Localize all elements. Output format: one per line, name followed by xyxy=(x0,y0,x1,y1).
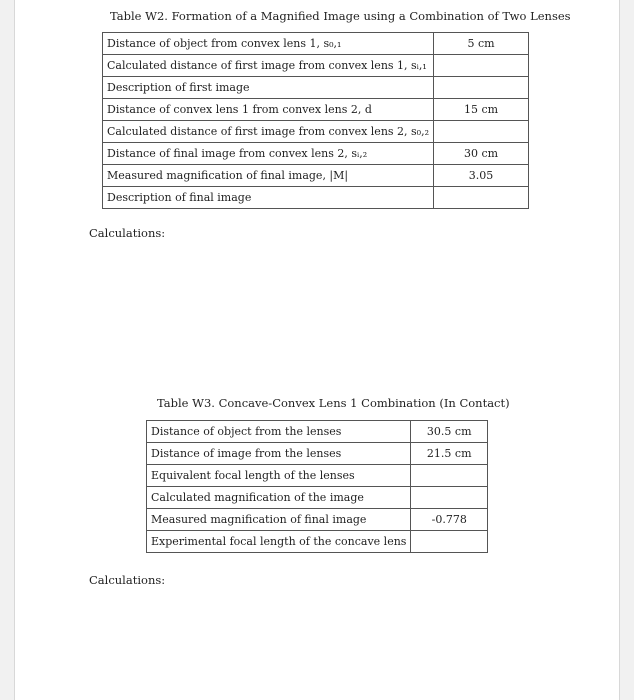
table-row xyxy=(103,33,529,55)
table-row xyxy=(103,55,529,77)
table-cell-value: -0.778 xyxy=(411,509,488,531)
table-row xyxy=(103,77,529,99)
table-cell-value xyxy=(434,55,529,77)
table-cell-value: 30.5 cm xyxy=(411,421,488,443)
table-w2-caption: Table W2. Formation of a Magnified Image using a Combination of Two Lenses xyxy=(110,9,571,23)
table-cell-label: Distance of convex lens 1 from convex lens 2, d xyxy=(103,99,434,121)
table-w3-caption: Table W3. Concave-Convex Lens 1 Combination (In Contact) xyxy=(157,396,510,410)
table-cell-value xyxy=(411,531,488,553)
table-cell-value: 21.5 cm xyxy=(411,443,488,465)
table-cell-value: 3.05 xyxy=(434,165,529,187)
table-cell-label: Distance of final image from convex lens 2, sᵢ,₂ xyxy=(103,143,434,165)
table-cell-label: Calculated distance of first image from convex lens 2, s₀,₂ xyxy=(103,121,434,143)
table-cell-label: Experimental focal length of the concave lens xyxy=(147,531,411,553)
table-row xyxy=(147,487,488,509)
table-row xyxy=(147,421,488,443)
table-cell-value: 5 cm xyxy=(434,33,529,55)
table-row xyxy=(103,121,529,143)
calculations-label: Calculations: xyxy=(89,573,166,587)
table-cell-value xyxy=(434,121,529,143)
table-row xyxy=(103,143,529,165)
table-w2 xyxy=(102,32,529,209)
table-row xyxy=(103,187,529,209)
table-cell-value xyxy=(434,187,529,209)
table-row xyxy=(103,165,529,187)
table-cell-label: Equivalent focal length of the lenses xyxy=(147,465,411,487)
table-cell-value xyxy=(411,487,488,509)
table-cell-label: Distance of object from the lenses xyxy=(147,421,411,443)
table-row xyxy=(147,443,488,465)
table-cell-value xyxy=(434,77,529,99)
table-cell-label: Distance of object from convex lens 1, s₀,₁ xyxy=(103,33,434,55)
table-row xyxy=(147,531,488,553)
table-cell-label: Calculated distance of first image from convex lens 1, sᵢ,₁ xyxy=(103,55,434,77)
table-row xyxy=(103,99,529,121)
table-row xyxy=(147,509,488,531)
table-cell-label: Description of final image xyxy=(103,187,434,209)
table-cell-label: Calculated magnification of the image xyxy=(147,487,411,509)
table-cell-label: Description of first image xyxy=(103,77,434,99)
table-cell-label: Measured magnification of final image, |M| xyxy=(103,165,434,187)
table-w3 xyxy=(146,420,488,553)
table-cell-value: 15 cm xyxy=(434,99,529,121)
table-cell-value: 30 cm xyxy=(434,143,529,165)
table-row xyxy=(147,465,488,487)
table-cell-label: Measured magnification of final image xyxy=(147,509,411,531)
calculations-label: Calculations: xyxy=(89,226,166,240)
table-cell-value xyxy=(411,465,488,487)
table-cell-label: Distance of image from the lenses xyxy=(147,443,411,465)
